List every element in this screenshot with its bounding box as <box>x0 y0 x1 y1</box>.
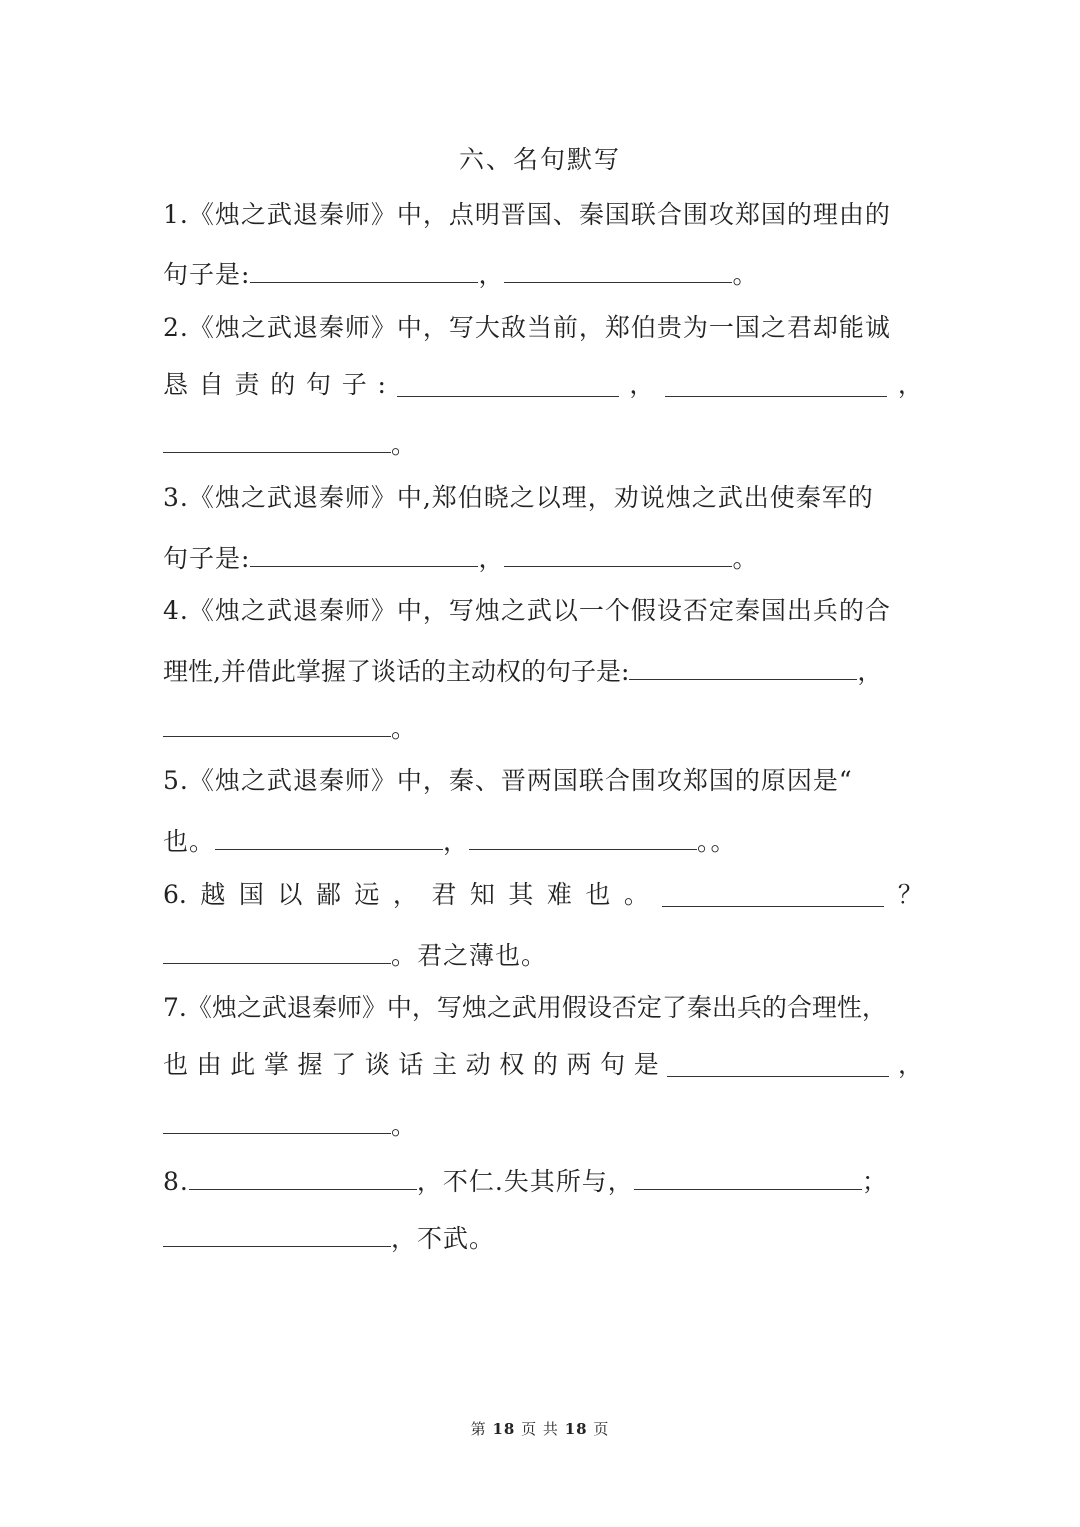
question-3-text: 3.《烛之武退秦师》中,郑伯晓之以理，劝说烛之武出使秦军的 <box>163 483 874 512</box>
answer-blank[interactable] <box>189 1161 417 1190</box>
question-8-line-2 <box>163 1218 923 1252</box>
comma: ， <box>443 827 470 856</box>
answer-blank[interactable] <box>163 424 391 453</box>
question-8-line <box>163 1161 923 1195</box>
question-2-answer-line-2 <box>163 424 923 458</box>
question-1-answer-line <box>163 254 923 288</box>
char: 也 <box>163 1050 189 1079</box>
period: 。 <box>391 430 418 459</box>
char: 句 <box>306 370 332 399</box>
question-3-prefix: 句子是: <box>163 544 251 573</box>
char: 责 <box>234 370 260 399</box>
period: 。 <box>732 544 759 573</box>
char: 国 <box>238 880 264 909</box>
question-8-ending: ，不武。 <box>391 1224 496 1253</box>
comma: ， <box>897 1050 923 1079</box>
question-1-prefix: 句子是: <box>163 260 251 289</box>
page-number: 18 <box>492 1420 516 1438</box>
answer-blank[interactable] <box>163 708 391 737</box>
char: 的 <box>270 370 296 399</box>
period: 。。 <box>697 827 737 856</box>
question-3-answer-line <box>163 538 923 572</box>
question-5-prefix: 也。 <box>163 827 216 856</box>
char: 由 <box>196 1050 222 1079</box>
answer-blank[interactable] <box>469 821 697 850</box>
char: 君 <box>431 880 457 909</box>
question-4-prefix: 理性,并借此掌握了谈话的主动权的句子是: <box>163 657 630 686</box>
question-1-text: 1.《烛之武退秦师》中，点明晋国、秦国联合围攻郑国的理由的 <box>163 200 891 229</box>
char: 了 <box>331 1050 357 1079</box>
char: 主 <box>432 1050 458 1079</box>
period: 。 <box>391 714 418 743</box>
comma: ， <box>857 657 883 686</box>
question-8-number: 8. <box>163 1167 189 1196</box>
footer-label: 页 <box>521 1420 538 1438</box>
section-title: 六、名句默写 <box>458 145 621 174</box>
footer-label: 第 <box>470 1420 487 1438</box>
question-5-text: 5.《烛之武退秦师》中，秦、晋两国联合围攻郑国的原因是“ <box>163 766 853 795</box>
question-6-answer-line-2 <box>163 935 923 969</box>
char: 权 <box>499 1050 525 1079</box>
char: 握 <box>297 1050 323 1079</box>
char: 知 <box>469 880 495 909</box>
question-7-text: 7.《烛之武退秦师》中，写烛之武用假设否定了秦出兵的合理性， <box>163 993 887 1022</box>
period: 。 <box>391 1111 418 1140</box>
char: 自 <box>198 370 224 399</box>
period: 。 <box>732 260 759 289</box>
question-6-ending: 。君之薄也。 <box>391 941 548 970</box>
semicolon: ； <box>861 1167 888 1196</box>
char: 谈 <box>364 1050 390 1079</box>
question-8-middle: ，不仁.失其所与， <box>416 1167 634 1196</box>
answer-blank[interactable] <box>250 538 478 567</box>
char: 动 <box>465 1050 491 1079</box>
char: 恳 <box>163 370 189 399</box>
char: 远 <box>354 880 380 909</box>
char: 句 <box>600 1050 626 1079</box>
answer-blank[interactable] <box>163 935 391 964</box>
question-4-answer-line-2 <box>163 708 923 742</box>
char: 6. <box>163 880 187 909</box>
answer-blank[interactable] <box>397 368 619 397</box>
answer-blank[interactable] <box>163 1218 391 1247</box>
char: 是 <box>633 1050 659 1079</box>
answer-blank[interactable] <box>667 1048 889 1077</box>
question-6-text <box>163 878 923 912</box>
char: 其 <box>508 880 534 909</box>
answer-blank[interactable] <box>504 538 732 567</box>
question-2-text: 2.《烛之武退秦师》中，写大敌当前，郑伯贵为一国之君却能诚 <box>163 313 891 342</box>
answer-blank[interactable] <box>662 878 884 907</box>
footer-label: 页 <box>593 1420 610 1438</box>
char: 的 <box>532 1050 558 1079</box>
char: 以 <box>277 880 303 909</box>
char: 。 <box>623 880 649 909</box>
char: 子 <box>341 370 367 399</box>
question-mark: ？ <box>897 880 923 909</box>
comma: ， <box>629 370 655 399</box>
char: 掌 <box>263 1050 289 1079</box>
question-7-answer-line-2 <box>163 1105 923 1139</box>
page-footer <box>0 1418 1080 1439</box>
answer-blank[interactable] <box>634 1161 862 1190</box>
char: 此 <box>230 1050 256 1079</box>
char: 越 <box>200 880 226 909</box>
char: 鄙 <box>315 880 341 909</box>
question-4-answer-line <box>163 651 923 685</box>
answer-blank[interactable] <box>163 1105 391 1134</box>
char: : <box>377 370 386 399</box>
char: 两 <box>566 1050 592 1079</box>
question-5-answer-line <box>163 821 923 855</box>
question-7-answer-line <box>163 1048 923 1082</box>
page-total: 18 <box>564 1420 588 1438</box>
comma: ， <box>478 544 505 573</box>
answer-blank[interactable] <box>665 368 887 397</box>
comma: ， <box>478 260 505 289</box>
footer-label: 共 <box>542 1420 559 1438</box>
char: ， <box>392 880 418 909</box>
comma: ， <box>897 370 923 399</box>
char: 也 <box>585 880 611 909</box>
char: 话 <box>398 1050 424 1079</box>
question-4-text: 4.《烛之武退秦师》中，写烛之武以一个假设否定秦国出兵的合 <box>163 596 891 625</box>
answer-blank[interactable] <box>629 651 857 680</box>
answer-blank[interactable] <box>215 821 443 850</box>
question-2-answer-line <box>163 368 923 402</box>
answer-blank[interactable] <box>250 254 478 283</box>
answer-blank[interactable] <box>504 254 732 283</box>
char: 难 <box>546 880 572 909</box>
